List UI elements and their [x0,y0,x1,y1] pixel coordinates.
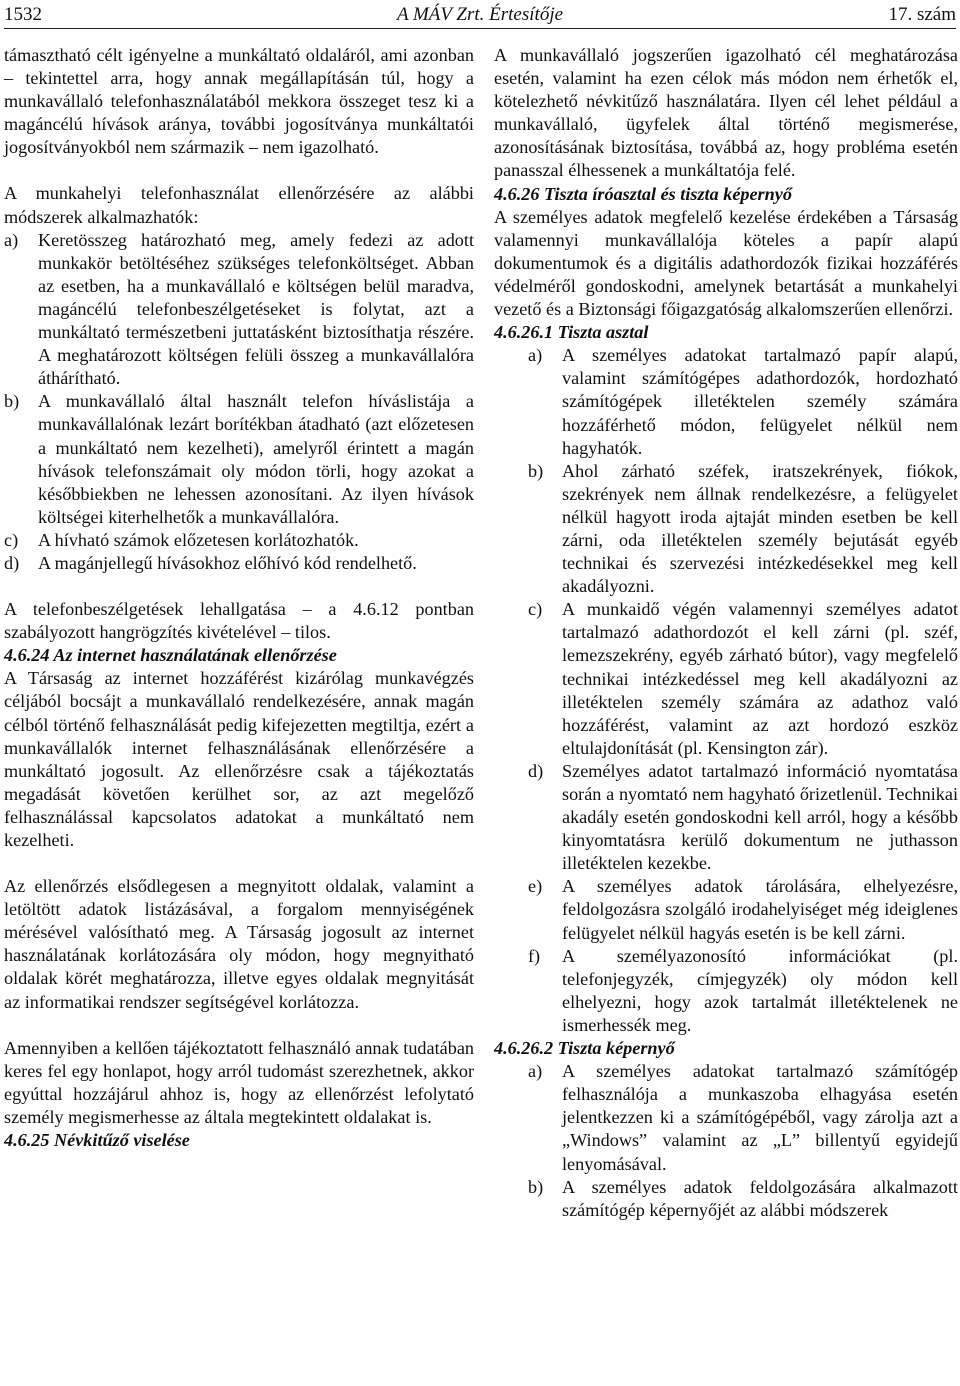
list-item [4,390,474,529]
issue-number: 17. szám [888,4,956,25]
paragraph: A Társaság az internet hozzáférést kizárólag munkavégzés céljából bocsájt a munkavállaló rendelkezésére, annak magán célból történő felhasználását pedig kifejezetten megtiltja, ezért a munkavállalók internet felhasználásának ellenőrzésére a munkáltató jogosult. Az ellenőrzésre csak a tájékoztatás megadását követően kerülhet sor, az azt megelőző felhasználással kapcsolatos adatokat a munkáltató nem kezelheti. [4,668,474,850]
list-item [494,760,958,875]
subsection-heading: 4.6.26.1 Tiszta asztal [494,322,649,343]
list-item [494,945,958,1037]
list-item-text: A személyazonosító információkat (pl. telefonjegyzék, címjegyzék) oly módon kell elhelyezni, hogy azok tartalmát illetéktelenek ne ismerhessék meg. [562,945,958,1035]
left-column [4,44,474,1152]
list-item-label: f) [528,945,541,966]
list-item-label: b) [528,1176,544,1197]
list-item-text: A munkavállaló által használt telefon híváslistája a munkavállalónak lezárt borítékban átadható (azt előzetesen a munkáltató nem kezelheti), amelyről érintett a magán hívások telefonszámait oly módon törli, hogy azokat a későbbiekben ne lehessen azonosítani. Az ilyen hívások költségei kiterhelhetők a munkavállalóra. [38,391,474,527]
list-item [494,598,958,760]
list-item [494,1060,958,1175]
section-heading: 4.6.24 Az internet használatának ellenőrzése [4,645,337,666]
list-item-text: A személyes adatok feldolgozására alkalmazott számítógép képernyőjét az alábbi módszerek [562,1176,958,1220]
list-item-label: a) [528,345,543,366]
list-item-text: A magánjellegű hívásokhoz előhívó kód rendelhető. [38,552,417,573]
page-number: 1532 [4,4,42,25]
paragraph: A munkavállaló jogszerűen igazolható cél meghatározása esetén, valamint ha ezen célok más módon nem érhetők el, kötelezhető névkitűző használatára. Ilyen cél lehet például a munkavállaló, ügyfelek által történő megismerése, azonosításának biztosítása, továbbá az, hogy probléma esetén panasszal élhessenek a munkáltatója felé. [494,45,958,181]
list-item-text: Ahol zárható széfek, iratszekrények, fiókok, szekrények nem állnak rendelkezésre, a felügyelet nélkül hagyott iroda ajtaját minden esetben be kell zárni, oda illetéktelen személy bejutását egyéb technikai és szervezési intézkedésekkel meg kell akadályozni. [562,460,958,597]
right-column [494,44,958,1222]
paragraph: A munkahelyi telefonhasználat ellenőrzésére az alábbi módszerek alkalmazhatók: [4,183,474,227]
list-item-text: A személyes adatokat tartalmazó papír alapú, valamint számítógépes adathordozók, hordozható számítógépek illetéktelen személy számára hozzáférhető módon, felügyelet nélkül nem hagyhatók. [562,345,958,458]
list-item-text: A személyes adatokat tartalmazó számítógép felhasználója a munkaszoba elhagyása esetén jelentkezzen ki a számítógépéből, vagy zárolja azt a „Windows” valamint az „L” billentyű egyidejű lenyomásával. [562,1061,958,1174]
page-header [4,4,956,29]
list-item [4,552,474,575]
list-item [4,229,474,391]
list-item [494,344,958,459]
list-item-text: A munkaidő végén valamennyi személyes adatot tartalmazó adathordozót el kell zárni (pl. széf, lemezszekrény, egyéb zárható bútor), vagy megfelelő technikai intézkedéssel meg kell akadályozni az illetéktelen személy számára az adathoz való hozzáférést, valamint az azt hordozó eszköz eltulajdonítását (pl. Kensington zár). [562,599,958,758]
list-item [494,875,958,944]
list-item [494,460,958,599]
paragraph: A telefonbeszélgetések lehallgatása – a 4.6.12 pontban szabályozott hangrögzítés kivételével – tilos. [4,599,474,643]
list-item-label: b) [528,460,544,481]
list-item-text: Személyes adatot tartalmazó információ nyomtatása során a nyomtató nem hagyható őrizetlenül. Technikai akadály esetén gondoskodni kell arról, hogy a később kinyomtatásra kerülő dokumentum ne juthasson illetéktelen kezekbe. [562,760,958,874]
list-item-text: A személyes adatok tárolására, elhelyezésre, feldolgozásra szolgáló irodahelyiséget még ideiglenes felügyelet nélkül hagyás esetén is be kell zárni. [562,876,958,943]
journal-title: A MÁV Zrt. Értesítője [396,4,564,25]
paragraph: Az ellenőrzés elsődlegesen a megnyitott oldalak, valamint a letöltött adatok listázásával, a forgalom mennyiségének mérésével valósítható meg. A Társaság jogosult az internet használatának korlátozására oly módon, hogy megnyitható oldalak körét meghatározza, illetve egyes oldalak megnyitását az informatikai rendszer segítségével korlátozza. [4,876,474,1012]
list-item-label: d) [528,760,544,781]
subsection-heading: 4.6.26.2 Tiszta képernyő [494,1038,675,1059]
list-item [4,529,474,552]
section-heading: 4.6.26 Tiszta íróasztal és tiszta képernyő [494,183,792,204]
list-item-label: c) [4,529,19,550]
list-item-label: c) [528,599,543,620]
paragraph: Amennyiben a kellően tájékoztatott felhasználó annak tudatában keres fel egy honlapot, hogy arról tudomást szerezhetnek, akkor egyúttal hozzájárul ahhoz is, hogy az ellenőrzést lefolytató személy megismerhesse az általa megtekintett oldalakat is. [4,1037,474,1127]
list-item-label: e) [528,876,543,897]
paragraph: támasztható célt igényelne a munkáltató oldaláról, ami azonban – tekintettel arra, hogy annak megállapításán túl, hogy a munkavállaló telefonhasználatából mekkora összeget tesz ki a magáncélú hívások aránya, további jogosítványa munkáltatói jogosítványokból nem származik – nem igazolható. [4,45,474,158]
list-item-label: a) [4,229,19,250]
list-item [494,1176,958,1222]
list-item-label: d) [4,552,20,573]
list-item-label: b) [4,391,20,412]
list-item-text: A hívható számok előzetesen korlátozhatók. [38,529,359,550]
paragraph: A személyes adatok megfelelő kezelése érdekében a Társaság valamennyi munkavállalója köteles a papír alapú dokumentumok és a digitális adathordozók fizikai hozzáférés védelméről gondoskodni, amelynek betartását a munkahelyi vezető és a Biztonsági főigazgatóság alkalomszerűen ellenőrzi. [494,206,958,320]
list-item-label: a) [528,1061,543,1082]
section-heading: 4.6.25 Névkitűző viselése [4,1130,190,1151]
list-item-text: Keretösszeg határozható meg, amely fedezi az adott munkakör betöltéséhez szükséges telefonköltséget. Abban az esetben, ha a munkavállaló e költségen belül maradva, magáncélú telefonbeszélgetéseket is folytat, azt a munkáltató természetbeni juttatásként biztosíthatja részére. A meghatározott költségen felüli összeg a munkavállalóra áthárítható. [38,229,474,389]
